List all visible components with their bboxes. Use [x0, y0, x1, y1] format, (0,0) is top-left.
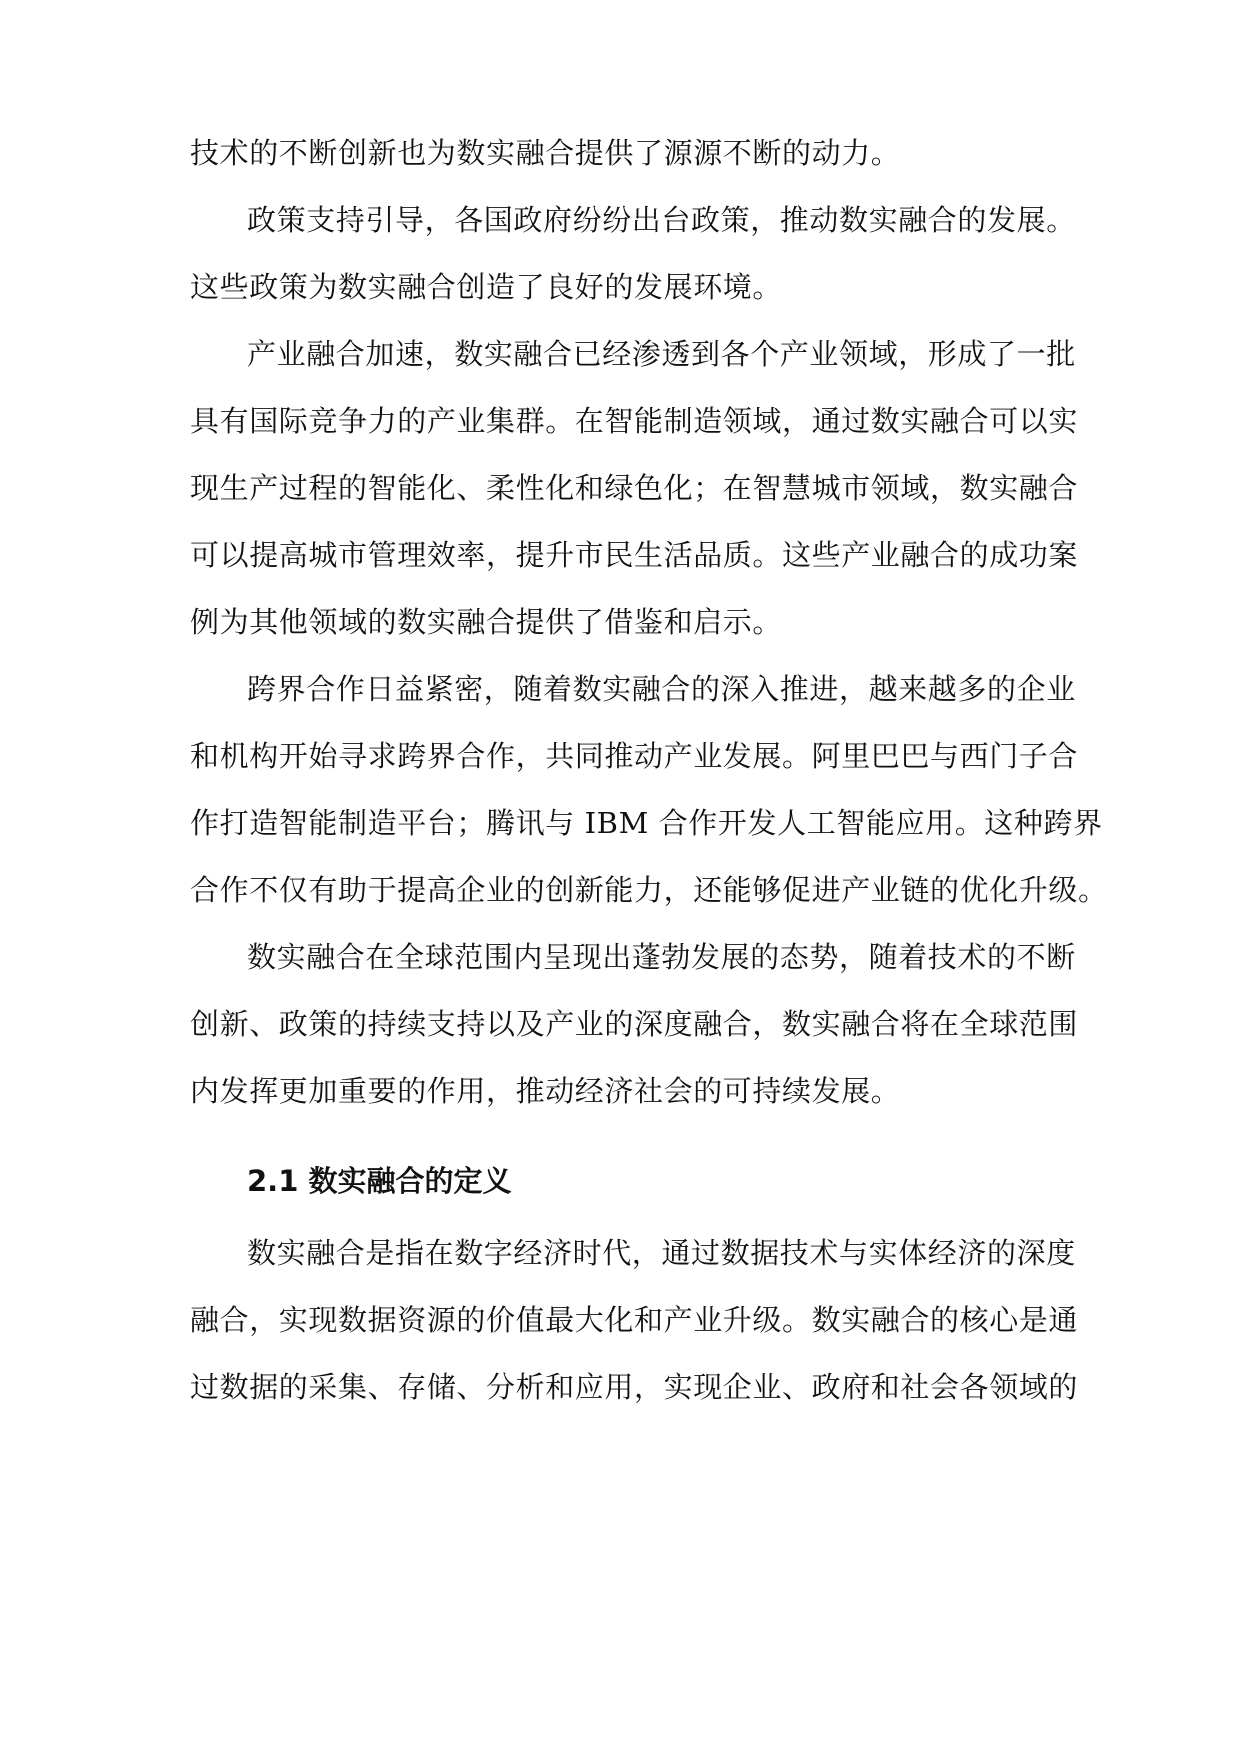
paragraph-line: 现生产过程的智能化、柔性化和绿色化；在智慧城市领域，数实融合: [190, 471, 1079, 505]
paragraph-line: 数实融合在全球范围内呈现出蓬勃发展的态势，随着技术的不断: [247, 940, 1076, 974]
paragraph-line: 和机构开始寻求跨界合作，共同推动产业发展。阿里巴巴与西门子合: [190, 739, 1079, 773]
section-heading: 2.1 数实融合的定义: [247, 1164, 512, 1198]
paragraph-line: 可以提高城市管理效率，提升市民生活品质。这些产业融合的成功案: [190, 538, 1079, 572]
paragraph-line: 融合，实现数据资源的价值最大化和产业升级。数实融合的核心是通: [190, 1303, 1079, 1337]
paragraph-line: 具有国际竞争力的产业集群。在智能制造领域，通过数实融合可以实: [190, 404, 1079, 438]
paragraph-line: 例为其他领域的数实融合提供了借鉴和启示。: [190, 605, 783, 639]
paragraph-line: 过数据的采集、存储、分析和应用，实现企业、政府和社会各领域的: [190, 1370, 1079, 1404]
paragraph-line: 合作不仅有助于提高企业的创新能力，还能够促进产业链的优化升级。: [190, 873, 1108, 907]
paragraph-line: 作打造智能制造平台；腾讯与 IBM 合作开发人工智能应用。这种跨界: [190, 806, 1103, 840]
paragraph-line: 跨界合作日益紧密，随着数实融合的深入推进，越来越多的企业: [247, 672, 1076, 706]
paragraph-line: 政策支持引导，各国政府纷纷出台政策，推动数实融合的发展。: [247, 203, 1076, 237]
paragraph-line: 这些政策为数实融合创造了良好的发展环境。: [190, 270, 783, 304]
paragraph-line: 技术的不断创新也为数实融合提供了源源不断的动力。: [190, 136, 901, 170]
paragraph-line: 产业融合加速，数实融合已经渗透到各个产业领域，形成了一批: [247, 337, 1076, 371]
paragraph-line: 数实融合是指在数字经济时代，通过数据技术与实体经济的深度: [247, 1236, 1076, 1270]
paragraph-line: 创新、政策的持续支持以及产业的深度融合，数实融合将在全球范围: [190, 1007, 1079, 1041]
paragraph-line: 内发挥更加重要的作用，推动经济社会的可持续发展。: [190, 1074, 901, 1108]
